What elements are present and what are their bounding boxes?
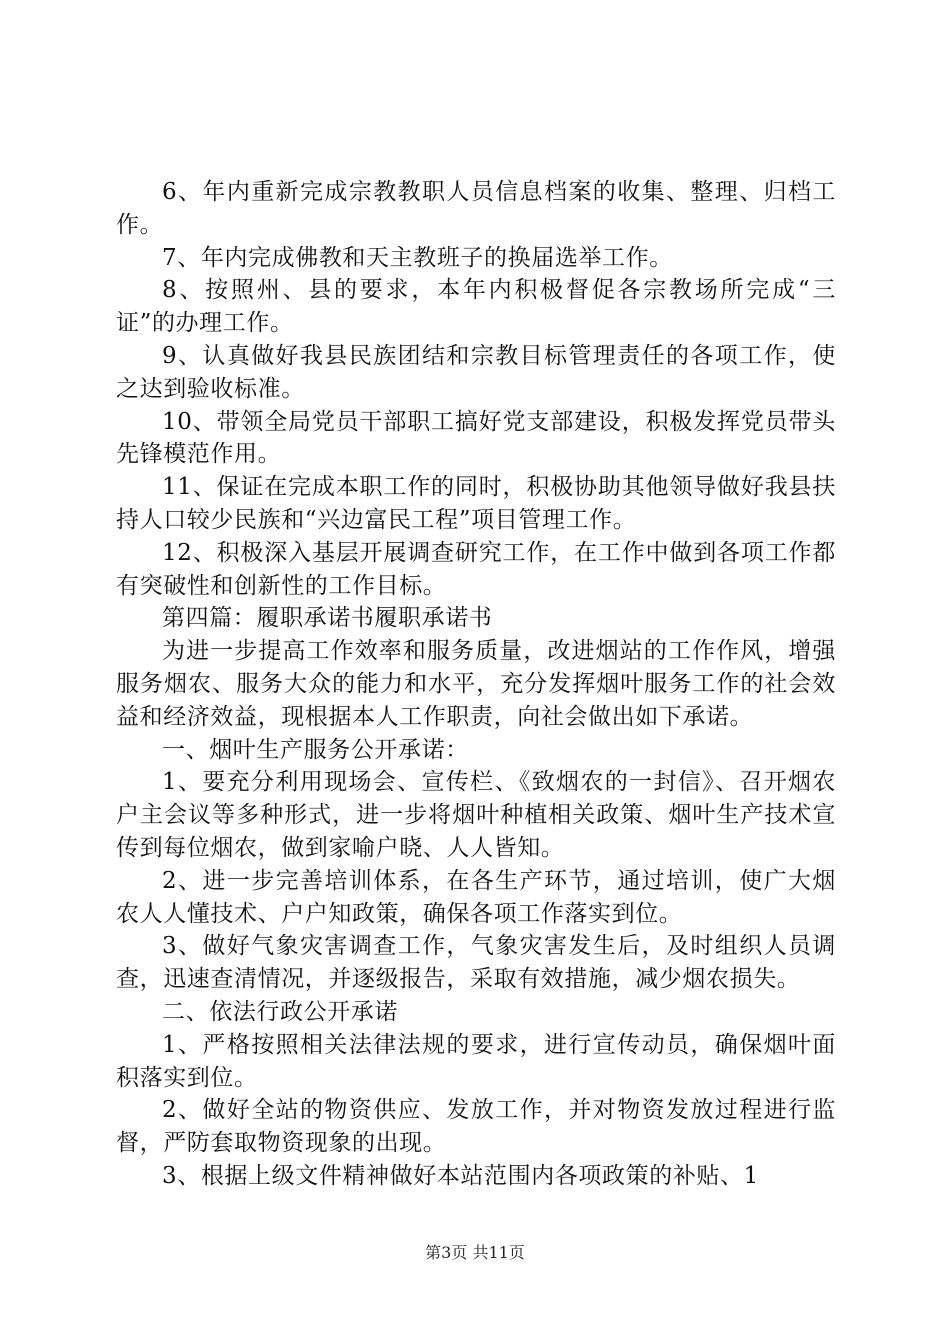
paragraph: 6、年内重新完成宗教教职人员信息档案的收集、整理、归档工作。: [116, 179, 836, 238]
paragraph: 11、保证在完成本职工作的同时，积极协助其他领导做好我县扶持人口较少民族和“兴边富民工程”项目管理工作。: [116, 474, 836, 533]
paragraph: 1、要充分利用现场会、宣传栏、《致烟农的一封信》、召开烟农户主会议等多种形式，进一步将烟叶种植相关政策、烟叶生产技术宣传到每位烟农，做到家喻户晓、人人皆知。: [116, 769, 836, 861]
paragraph: 12、积极深入基层开展调查研究工作，在工作中做到各项工作都有突破性和创新性的工作目标。: [116, 539, 836, 599]
paragraph: 8、按照州、县的要求，本年内积极督促各宗教场所完成“三证”的办理工作。: [116, 277, 836, 337]
paragraph: 1、严格按照相关法律法规的要求，进行宣传动员，确保烟叶面积落实到位。: [116, 1031, 836, 1091]
paragraph: 3、做好气象灾害调查工作，气象灾害发生后，及时组织人员调查，迅速查清情况，并逐级报告，采取有效措施，减少烟农损失。: [116, 933, 836, 993]
paragraph: 为进一步提高工作效率和服务质量，改进烟站的工作作风，增强服务烟农、服务大众的能力和水平，充分发挥烟叶服务工作的社会效益和经济效益，现根据本人工作职责，向社会做出如下承诺。: [116, 638, 836, 730]
page-footer: [0, 1243, 950, 1263]
paragraph: 9、认真做好我县民族团结和宗教目标管理责任的各项工作，使之达到验收标准。: [116, 342, 836, 402]
section-heading: 一、烟叶生产服务公开承诺：: [162, 736, 469, 763]
paragraph: 3、根据上级文件精神做好本站范围内各项政策的补贴、1: [162, 1162, 759, 1189]
section-heading: 二、依法行政公开承诺: [162, 998, 398, 1025]
paragraph: 7、年内完成佛教和天主教班子的换届选举工作。: [162, 244, 673, 271]
section-heading: 第四篇：履职承诺书履职承诺书: [162, 605, 493, 632]
page-number-label: 第3页 共11页: [425, 1243, 525, 1262]
paragraph: 10、带领全局党员干部职工搞好党支部建设，积极发挥党员带头先锋模范作用。: [116, 408, 836, 468]
paragraph: 2、做好全站的物资供应、发放工作，并对物资发放过程进行监督，严防套取物资现象的出现。: [116, 1097, 836, 1157]
document-body: [116, 176, 836, 1193]
paragraph: 2、进一步完善培训体系，在各生产环节，通过培训，使广大烟农人人懂技术、户户知政策，确保各项工作落实到位。: [116, 867, 836, 927]
